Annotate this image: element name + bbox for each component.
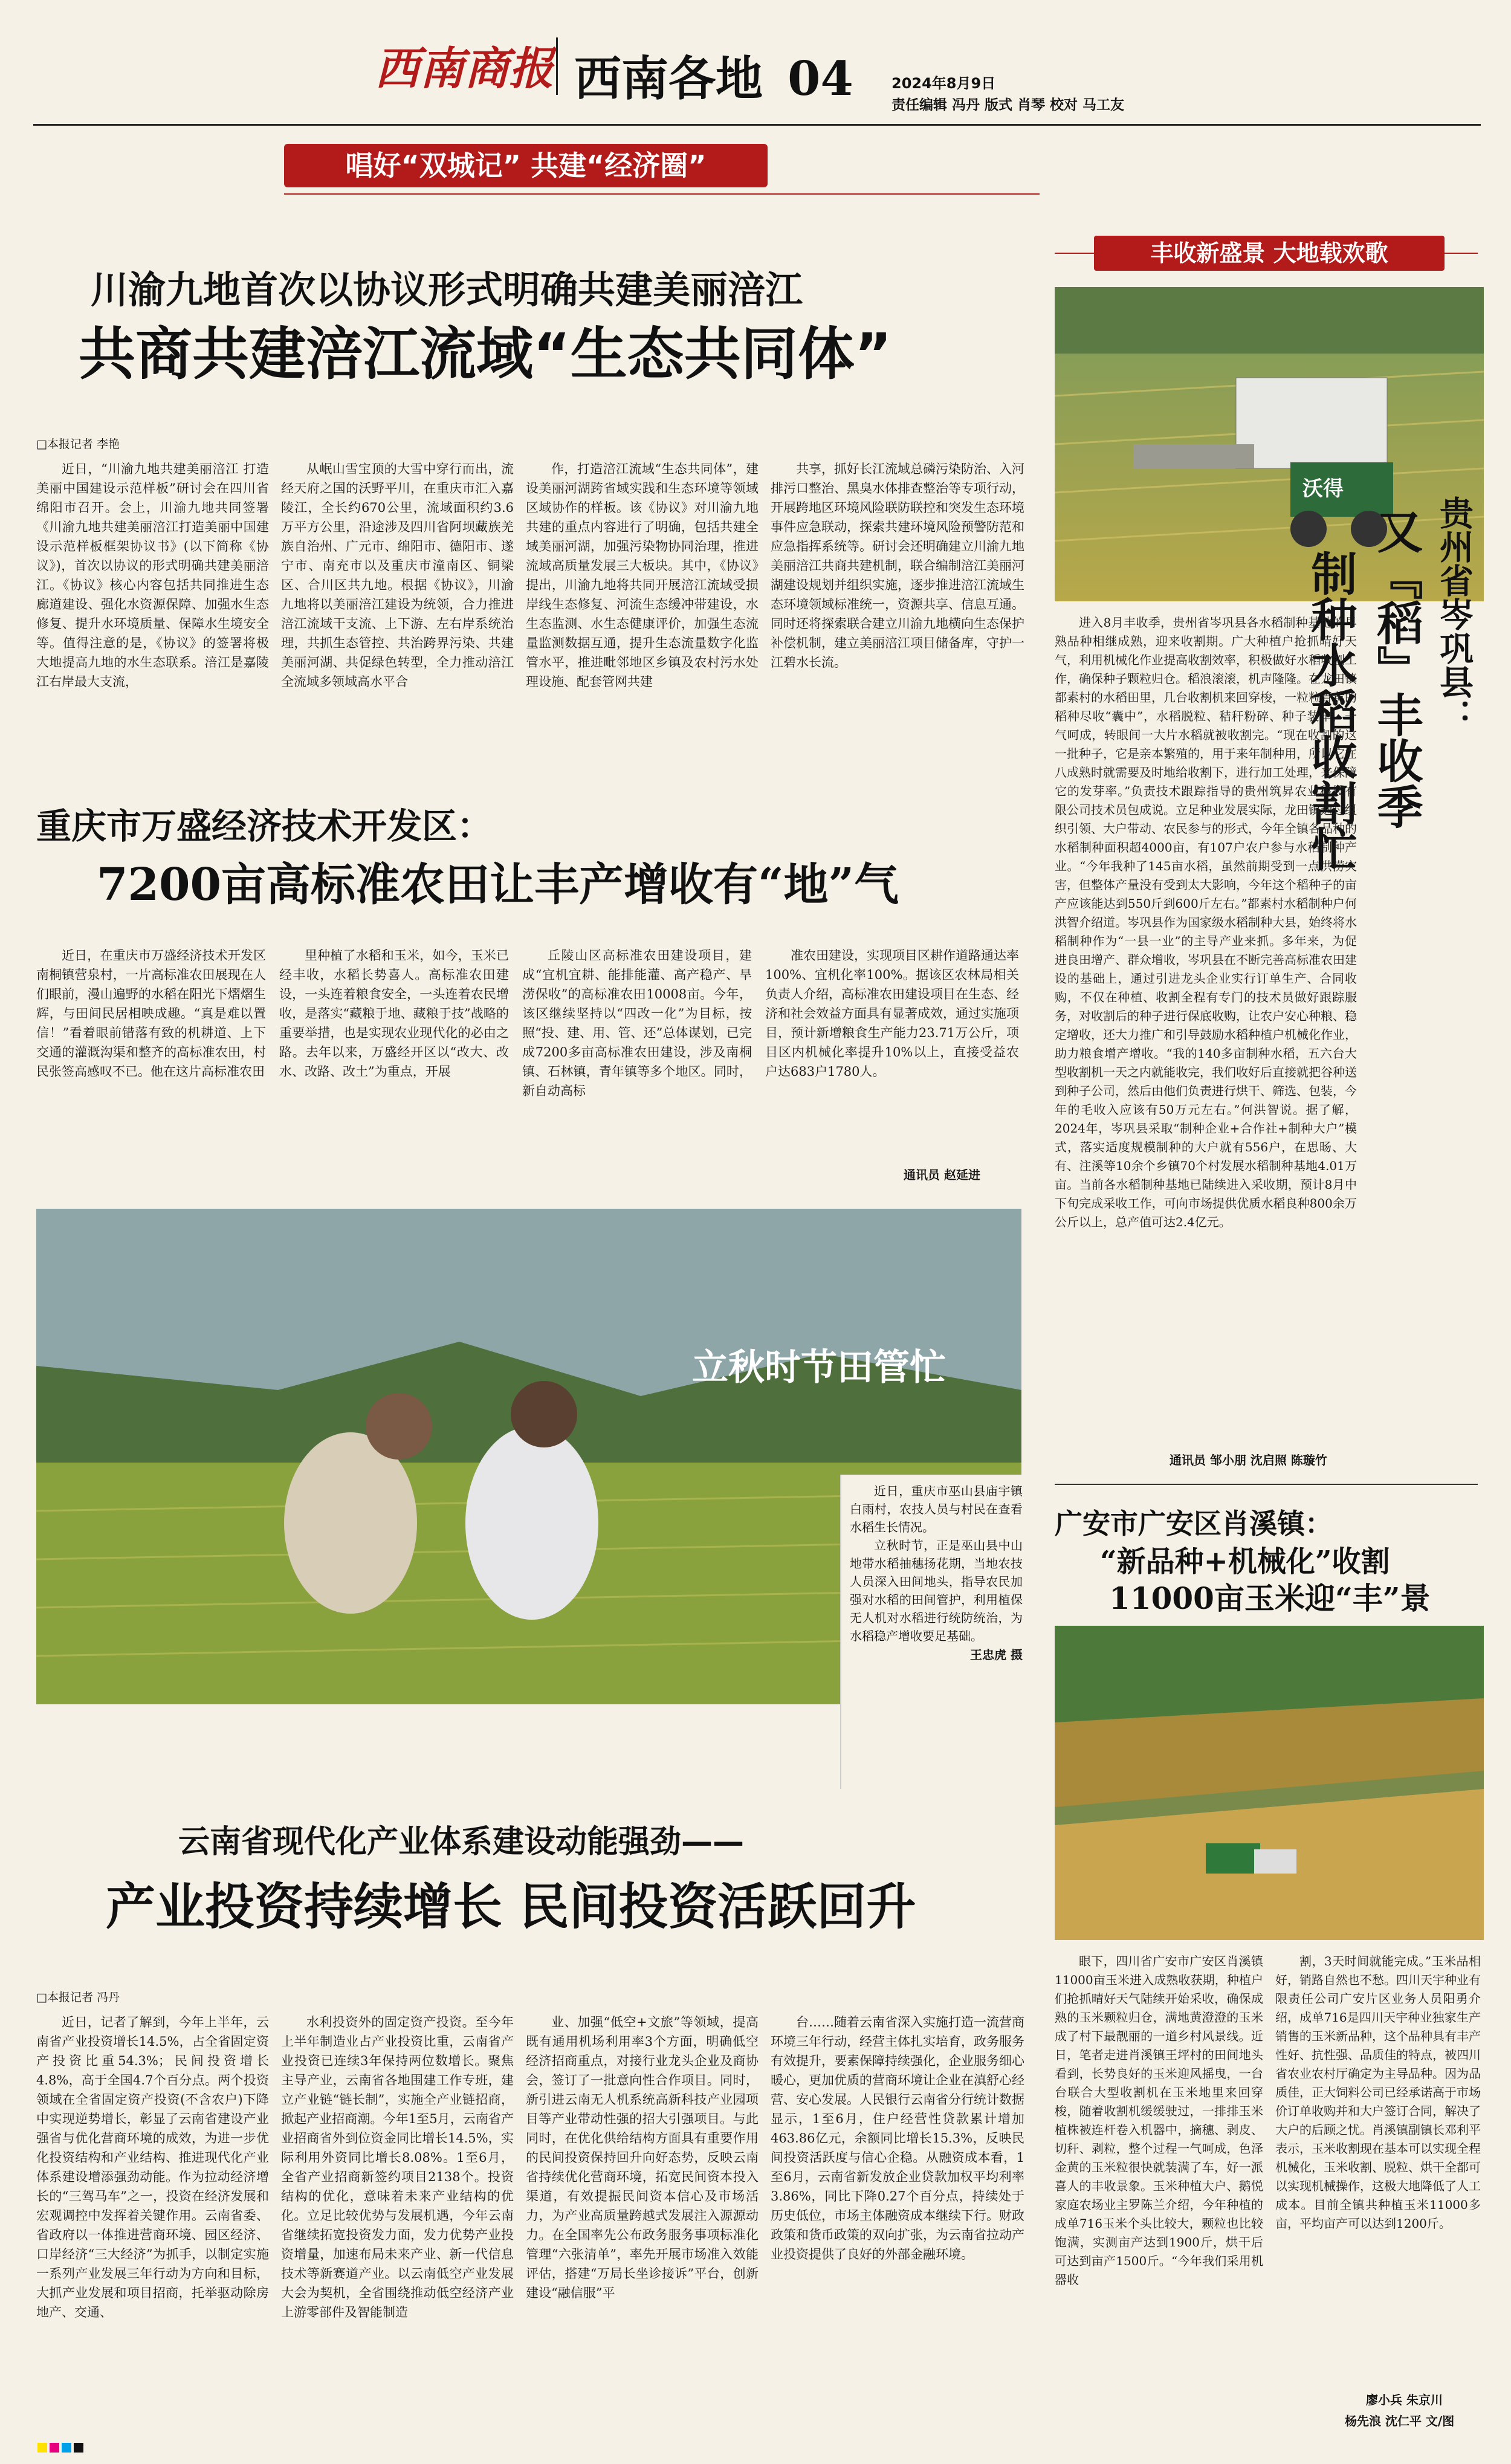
masthead-rule bbox=[33, 124, 1481, 126]
story5-col-1: 眼下，四川省广安市广安区肖溪镇11000亩玉米进入成熟收获期，种植户们抢抓晴好天气陆续开始采收，确保成熟的玉米颗粒归仓，满地黄澄澄的玉米成了村下最靓丽的一道乡村风景线。近日，笔者走进肖溪镇王坪村的田间地头看到，长势良好的玉米迎风摇曳，一台台联合大型收割机在玉米地里来回穿梭，随着收割机缓缓驶过，一排排玉米植株被连杆卷入机器中，摘穗、剥皮、切秆、剥粒，整个过程一气呵成，色泽金黄的玉米粒很快就装满了车，好一派喜人的丰收景象。玉米种植大户、鹅悦家庭农场业主罗陈兰介绍，今年种植的成单716玉米个头比较大，颗粒也比较饱满，实测亩产达到1900斤，烘干后可达到亩产1500斤。“今年我们采用机器收 bbox=[1055, 1954, 1263, 2287]
masthead-logo: 西南商报 bbox=[375, 43, 554, 95]
story5-headline-2: 11000亩玉米迎“丰”景 bbox=[1109, 1580, 1431, 1616]
section-name: 西南各地 bbox=[574, 51, 763, 106]
story2-col-3: 丘陵山区高标准农田建设项目，建成“宜机宜耕、能排能灌、高产稳产、旱涝保收”的高标准农田10008亩。今年，该区继续坚持以“四改一化”为目标，按照“投、建、用、管、还”总体谋划，已完成7200多亩高标准农田建设，涉及南桐镇、石林镇，青年镇等多个地区。同时，新自动高标 bbox=[522, 948, 752, 1098]
story2-col-4: 准农田建设，实现项目区耕作道路通达率100%、宜机化率100%。据该区农林局相关负责人介绍，高标准农田建设项目在生态、经济和社会效益方面具有显著成效，通过实施项目，预计新增粮食生产能力23.71万公斤，项目区内机械化率提升10%以上，直接受益农户达683户1780人。 bbox=[765, 948, 1019, 1079]
story1-col-4: 共享，抓好长江流域总磷污染防治、入河排污口整治、黑臭水体排查整治等专项行动，开展跨地区环境风险联防联控和突发生态环境事件应急联动，探索共建环境风险预警防范和应急指挥系统等。研讨会还明确建立川渝九地美丽涪江共商共建机制，联合编制涪江美丽河湖建设规划并组织实施，逐步推进涪江流域生态环境领域标准统一，资源共享、信息互通。同时还将探索联合建立川渝九地横向生态保护补偿机制，建立美丽涪江项目储备库，守护一江碧水长流。 bbox=[771, 462, 1024, 670]
story2-kicker: 重庆市万盛经济技术开发区： bbox=[36, 806, 493, 847]
story4-title-line-1: 贵州省岑巩县： bbox=[1434, 496, 1474, 732]
photo-feature-title: 立秋时节田管忙 bbox=[692, 1347, 946, 1389]
story5-col-2: 割，3天时间就能完成。”玉米品相好，销路自然也不愁。四川天宇种业有限责任公司广安片区业务人员阳勇介绍，成单716是四川天宇种业独家生产销售的玉米新品种，这个品种具有丰产性好、抗性强、品质佳的特点，被四川省农业农村厅确定为主导品种。因为品质佳，正大饲料公司已经承诺高于市场价订单收购并和大户签订合同，解决了大户的后顾之忧。肖溪镇副镇长邓利平表示，玉米收割现在基本可以实现全程机械化，玉米收割、脱粒、烘干全都可以实现机械操作，这极大地降低了人工成本。目前全镇共种植玉米11000多亩，平均亩产可以达到1200斤。 bbox=[1275, 1954, 1481, 2231]
story1-headline: 共商共建涪江流域“生态共同体” bbox=[79, 322, 892, 387]
story2-signature: 通讯员 赵延进 bbox=[904, 1168, 980, 1182]
story4-title-line-2: 又『稻』丰收季 bbox=[1370, 508, 1423, 829]
story5-kicker: 广安市广安区肖溪镇： bbox=[1055, 1507, 1333, 1540]
masthead-section bbox=[574, 41, 853, 109]
photo-caption-1: 近日，重庆市巫山县庙宇镇白雨村，农技人员与村民在查看水稻生长情况。 bbox=[850, 1484, 1023, 1534]
photo-caption-2: 立秋时节，正是巫山县中山地带水稻抽穗扬花期，当地农技人员深入田间地头，指导农民加强对水稻的田间管护，利用植保无人机对水稻进行统防统治，为水稻稳产增收要足基础。 bbox=[850, 1538, 1023, 1643]
story4-title-line-3: 制种水稻收割忙 bbox=[1304, 550, 1357, 871]
top-banner-rule bbox=[284, 193, 1040, 195]
story2-col-2: 里种植了水稻和玉米，如今，玉米已经丰收，水稻长势喜人。高标准农田建设，一头连着粮食安全，一头连着农民增收，是落实“藏粮于地、藏粮于技”战略的重要举措，也是实现农业现代化的必由之路。去年以来，万盛经开区以“改大、改水、改路、改土”为重点，开展 bbox=[279, 948, 509, 1079]
page-number: 04 bbox=[788, 51, 853, 106]
story4-signature: 通讯员 邹小朋 沈启照 陈璇竹 bbox=[1170, 1453, 1327, 1467]
story3-kicker: 云南省现代化产业体系建设动能强劲—— bbox=[178, 1824, 745, 1860]
right-banner: 丰收新盛景 大地载欢歌 bbox=[1094, 236, 1445, 271]
svg-text:沃得: 沃得 bbox=[1302, 477, 1344, 501]
masthead-date: 2024年8月9日 bbox=[891, 75, 996, 92]
color-strip bbox=[37, 2443, 83, 2453]
story1-col-2: 从岷山雪宝顶的大雪中穿行而出，流经天府之国的沃野平川，在重庆市汇入嘉陵江，全长约670公里，流域面积约3.6万平方公里，沿途涉及四川省阿坝藏族羌族自治州、广元市、绵阳市、德阳市、遂宁市、南充市以及重庆市潼南区、铜梁区、合川区共九地。根据《协议》，川渝九地将以美丽涪江建设为统领，合力推进涪江流域干支流、上下游、左右岸系统治理，共抓生态管控、共治跨界污染、共建美丽河湖、共促绿色转型，全力推动涪江全流域多领域高水平合 bbox=[281, 462, 514, 689]
story5-signature-1: 廖小兵 朱京川 bbox=[1366, 2393, 1443, 2407]
story1-byline: □本报记者 李艳 bbox=[36, 438, 120, 451]
story5-headline-1: “新品种+机械化”收割 bbox=[1100, 1545, 1390, 1579]
photo-caption-box bbox=[840, 1475, 1027, 1789]
corn-harvest-photo bbox=[1055, 1626, 1484, 1940]
story1-col-1: 近日，“川渝九地共建美丽涪江 打造美丽中国建设示范样板”研讨会在四川省绵阳市召开。会上，川渝九地共同签署《川渝九地共建美丽涪江打造美丽中国建设示范样板框架协议书》(以下简称《协议》)，首次以协议的形式明确共建美丽涪江。《协议》核心内容包括共同推进生态廊道建设、强化水资源保障、加强水生态修复、提升水环境质量、保障水生境安全等。值得注意的是，《协议》的签署将极大地提高九地的水生态联系。涪江是嘉陵江右岸最大支流， bbox=[36, 462, 269, 689]
photo-credit: 王忠虎 摄 bbox=[970, 1648, 1023, 1662]
top-banner: 唱好“双城记” 共建“经济圈” bbox=[284, 144, 768, 187]
story3-col-4: 台……随着云南省深入实施打造一流营商环境三年行动，经营主体扎实培育，政务服务有效提升，要素保障持续强化，企业服务细心暖心，更加优质的营商环境让企业在滇舒心经营、安心发展。人民银行云南省分行统计数据显示，1至6月，住户经营性贷款累计增加463.86亿元，余额同比增长15.3%，反映民间投资活跃度与信心企稳。从融资成本看，1至6月，云南省新发放企业贷款加权平均利率3.86%，同比下降0.27个百分点，持续处于历史低位，市场主体融资成本继续下行。财政政策和货币政策的双向扩张，为云南省拉动产业投资提供了良好的外部金融环境。 bbox=[771, 2015, 1024, 2262]
story4-title bbox=[1304, 496, 1478, 1191]
story4-body: 进入8月丰收季，贵州省岑巩县各水稻制种基地的早熟品种相继成熟，迎来收割期。广大种植户抢抓晴好天气，利用机械化作业提高收割效率，积极做好水稻收割工作，确保种子颗粒归仓。稻浪滚滚，机声隆隆。在龙田镇都素村的水稻田里，几台收割机来回穿梭，一粒粒青黄的稻种尽收“囊中”，水稻脱粒、秸秆粉碎、种子装车，一气呵成，转眼间一大片水稻就被收割完。“现在收割的这一批种子，它是亲本繁殖的，用于来年制种用，所以它在八成熟时就需要及时地给收割下，进行加工处理，来保障它的发芽率。”负责技术跟踪指导的贵州筑昇农业科技有限公司技术员包成说。立足种业发展实际，龙田镇通过组织引领、大户带动、农民参与的形式，今年全镇各品种的水稻制种面积超4000亩，有107户农户参与水稻制种产业。“今年我种了145亩水稻，虽然前期受到一点洪涝灾害，但整体产量没有受到太大影响，今年这个稻种子的亩产应该能达到550斤到600斤左右。”都素村水稻制种户何洪智介绍道。岑巩县作为国家级水稻制种大县，始终将水稻制种作为“一县一业”的主导产业来抓。多年来，为促进良田增产、群众增收，岑巩县在不断完善高标准农田建设的基础上，通过引进龙头企业实行订单生产、合同收购，不仅在种植、收割全程有专门的技术员做好跟踪服务，对收割后的种子进行保底收购，让农户安心种粮、稳定增收，还大力推广和引导鼓励水稻种植户机械化作业，助力粮食增产增收。“我的140多亩制种水稻，五六台大型收割机一天之内就能收完，我们收好后直接就把谷种送到种子公司，然后由他们负责进行烘干、筛选、包装，今年的毛收入应该有50万元左右。”何洪智说。据了解，2024年，岑巩县采取“制种企业+合作社+制种大户”模式，落实适度规模制种的大户就有556户，在思旸、大有、注溪等10余个乡镇70个村发展水稻制种基地4.01万亩。当前各水稻制种基地已陆续进入采收期，预计8月中下旬完成采收工作，可向市场提供优质水稻良种800余万公斤以上，总产值可达2.4亿元。 bbox=[1055, 615, 1357, 1229]
story2-headline: 7200亩高标准农田让丰产增收有“地”气 bbox=[97, 859, 899, 911]
masthead-divider bbox=[556, 37, 558, 95]
story3-col-1: 近日，记者了解到，今年上半年，云南省产业投资增长14.5%，占全省固定资产投资比重54.3%；民间投资增长4.8%，高于全国4.7个百分点。两个投资领域在全省固定资产投资(不含农户)下降中实现逆势增长，彰显了云南省建设产业强省与优化营商环境的成效，为进一步优化投资结构和产业结构、推进现代化产业体系建设增添强劲动能。作为拉动经济增长的“三驾马车”之一，投资在经济发展和宏观调控中发挥着关键作用。云南省委、省政府以一体推进营商环境、园区经济、口岸经济“三大经济”为抓手，以制定实施一系列产业发展三年行动为方向和目标，大抓产业发展和项目招商，托举驱动除房地产、交通、 bbox=[36, 2015, 269, 2320]
story3-headline: 产业投资持续增长 民间投资活跃回升 bbox=[106, 1878, 916, 1936]
story1-kicker: 川渝九地首次以协议形式明确共建美丽涪江 bbox=[91, 268, 803, 312]
story3-byline: □本报记者 冯丹 bbox=[36, 1991, 120, 2004]
story2-col-1: 近日，在重庆市万盛经济技术开发区南桐镇营泉村，一片高标准农田展现在人们眼前，漫山遍野的水稻在阳光下熠熠生辉，与田间民居相映成趣。“真是难以置信！”看着眼前错落有致的机耕道、上下交通的灌溉沟渠和整齐的高标准农田，村民张签高感叹不已。他在这片高标准农田 bbox=[36, 948, 266, 1079]
story3-col-3: 业、加强“低空+文旅”等领域，提高既有通用机场利用率3个方面，明确低空经济招商重点，对接行业龙头企业及商协会，签订了一批意向性合作项目。同时，新引进云南无人机系统高新科技产业园项目等产业带动性强的招大引强项目。与此同时，在优化供给结构方面具有重要作用的民间投资保持回升向好态势，反映云南省持续优化营商环境，拓宽民间资本投入渠道，有效提振民间资本信心及市场活力，为产业高质量跨越式发展注入源源动力。在全国率先公布政务服务事项标准化管理“六张清单”，率先开展市场准入效能评估，搭建“万局长坐诊接诉”平台，创新建设“融信服”平 bbox=[526, 2015, 759, 2300]
story1-col-3: 作，打造涪江流域“生态共同体”，建设美丽河湖跨省域实践和生态环境等领域区域协作的样板。该《协议》对川渝九地共建的重点内容进行了明确，包括共建全域美丽河湖，加强污染物协同治理，推进流域高质量发展三大板块。其中，《协议》提出，川渝九地将共同开展涪江流域受损岸线生态修复、河流生态缓冲带建设，水生态监测、水生态健康评价，加强生态流量监测数据互通，提升生态流量数字化监管水平，推进毗邻地区乡镇及农村污水处理设施、配套管网共建 bbox=[526, 462, 759, 689]
story3-col-2: 水利投资外的固定资产投资。至今年上半年制造业占产业投资比重，云南省产业投资已连续3年保持两位数增长。聚焦主导产业，云南省各地围建工作专班，建立产业链“链长制”，实施全产业链招商，掀起产业招商潮。今年1至5月，云南省产业招商省外到位资金同比增长14.5%，实际利用外资同比增长8.08%。1至6月，全省产业招商新签约项目2138个。投资结构的优化，意味着未来产业结构的优化。立足比较优势与发展机遇，今年云南省继续拓宽投资发力面，发力优势产业投资增量，加速布局未来产业、新一代信息技术等新赛道产业。以云南低空产业发展大会为契机，全省围绕推动低空经济产业上游零部件及智能制造 bbox=[281, 2015, 514, 2320]
masthead-editors: 责任编辑 冯丹 版式 肖琴 校对 马工友 bbox=[891, 97, 1125, 113]
story5-signature-2: 杨先浪 沈仁平 文/图 bbox=[1345, 2414, 1455, 2428]
story4-rule bbox=[1055, 1484, 1478, 1485]
